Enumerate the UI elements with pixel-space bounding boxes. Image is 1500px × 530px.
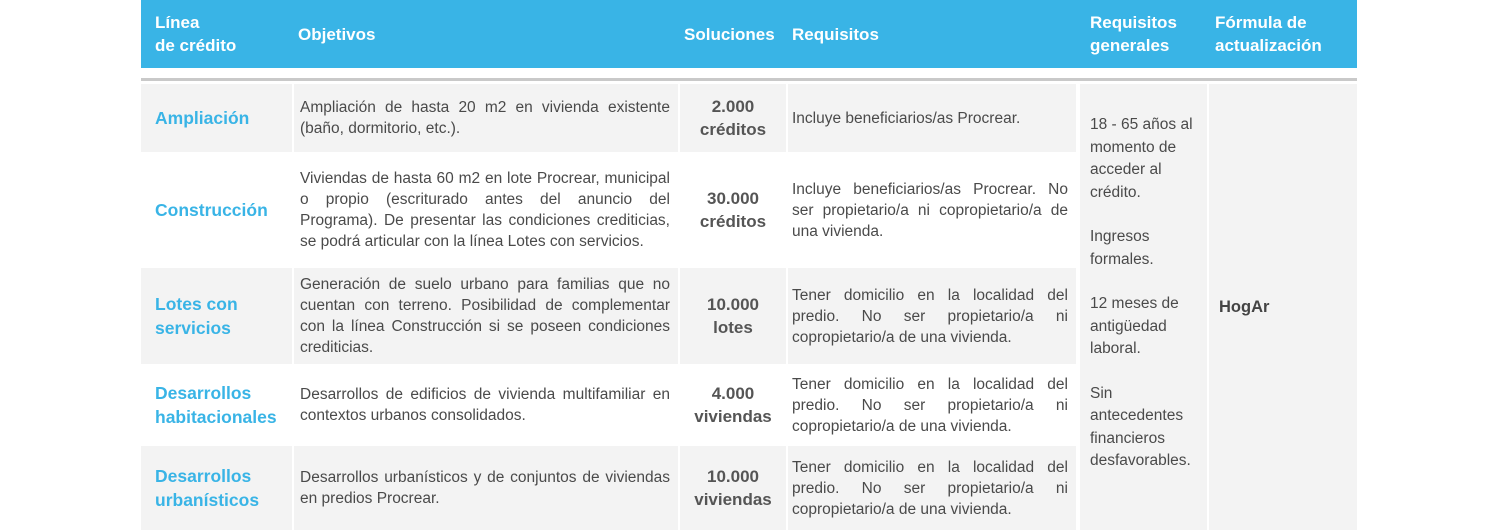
objetivos-text: Generación de suelo urbano para familias que no cuentan con terreno. Posibilidad de complementar con la línea Construcción si se poseen condiciones crediticias. [300,276,670,356]
requisitos-text: Incluye beneficiarios/as Procrear. [792,109,1021,127]
row-urbanisticos-objetivos [294,446,678,530]
requisito-general: Sin antecedentes financieros desfavorables. [1090,384,1191,469]
header-requisitos: Requisitos [792,24,879,44]
row-construccion-objetivos [294,154,678,266]
objetivos-text: Viviendas de hasta 60 m2 en lote Procrear, municipal o propio (escriturado antes del anuncio del Programa). De presentar las condiciones crediticias, se podrá articular con la línea Lotes con servicios. [300,170,670,250]
header-requisitos-generales: Requisitos generales [1090,13,1177,55]
row-urbanisticos-requisitos [788,446,1076,530]
row-habitacionales-linea: Desarrollos habitacionales [141,366,292,444]
row-construccion-soluciones: 30.000 créditos [680,154,786,266]
requisitos-text: Tener domicilio en la localidad del predio. No ser propietario/a ni copropietario/a de una vivienda. [792,458,1068,518]
header-linea: Línea de crédito [155,13,237,55]
requisito-general: Ingresos formales. [1090,228,1154,268]
row-urbanisticos-soluciones: 10.000 viviendas [680,446,786,530]
row-urbanisticos-linea: Desarrollos urbanísticos [141,446,292,530]
objetivos-text: Ampliación de hasta 20 m2 en vivienda existente (baño, dormitorio, etc.). [300,99,670,137]
row-lotes-linea: Lotes con servicios [141,268,292,364]
row-ampliacion-objetivos [294,84,678,152]
row-ampliacion-requisitos [788,84,1076,152]
requisitos-text: Tener domicilio en la localidad del predio. No ser propietario/a ni copropietario/a de una vivienda. [792,375,1068,435]
row-ampliacion-soluciones: 2.000 créditos [680,84,786,152]
formula-cell: HogAr [1209,84,1357,530]
requisito-general: 18 - 65 años al momento de acceder al crédito. [1090,116,1193,201]
row-habitacionales-objetivos [294,366,678,444]
header-formula: Fórmula de actualización [1215,13,1322,55]
requisitos-generales-cell [1080,84,1207,530]
row-ampliacion-linea: Ampliación [141,84,292,152]
objetivos-text: Desarrollos de edificios de vivienda multifamiliar en contextos urbanos consolidados. [300,386,670,424]
row-construccion-linea: Construcción [141,154,292,266]
objetivos-text: Desarrollos urbanísticos y de conjuntos de viviendas en predios Procrear. [300,469,670,507]
row-lotes-soluciones: 10.000 lotes [680,268,786,364]
header-soluciones: Soluciones [684,24,775,44]
row-habitacionales-requisitos [788,366,1076,444]
table-header [141,0,1357,68]
row-construccion-requisitos [788,154,1076,266]
requisitos-text: Tener domicilio en la localidad del predio. No ser propietario/a ni copropietario/a de una vivienda. [792,286,1068,346]
requisito-general: 12 meses de antigüedad laboral. [1090,295,1179,357]
row-lotes-requisitos [788,268,1076,364]
header-objetivos: Objetivos [298,24,376,44]
credit-lines-table [141,0,1357,530]
row-lotes-objetivos [294,268,678,364]
requisitos-text: Incluye beneficiarios/as Procrear. No ser propietario/a ni copropietario/a de una vivienda. [792,180,1068,240]
header-divider [141,78,1357,81]
row-habitacionales-soluciones: 4.000 viviendas [680,366,786,444]
